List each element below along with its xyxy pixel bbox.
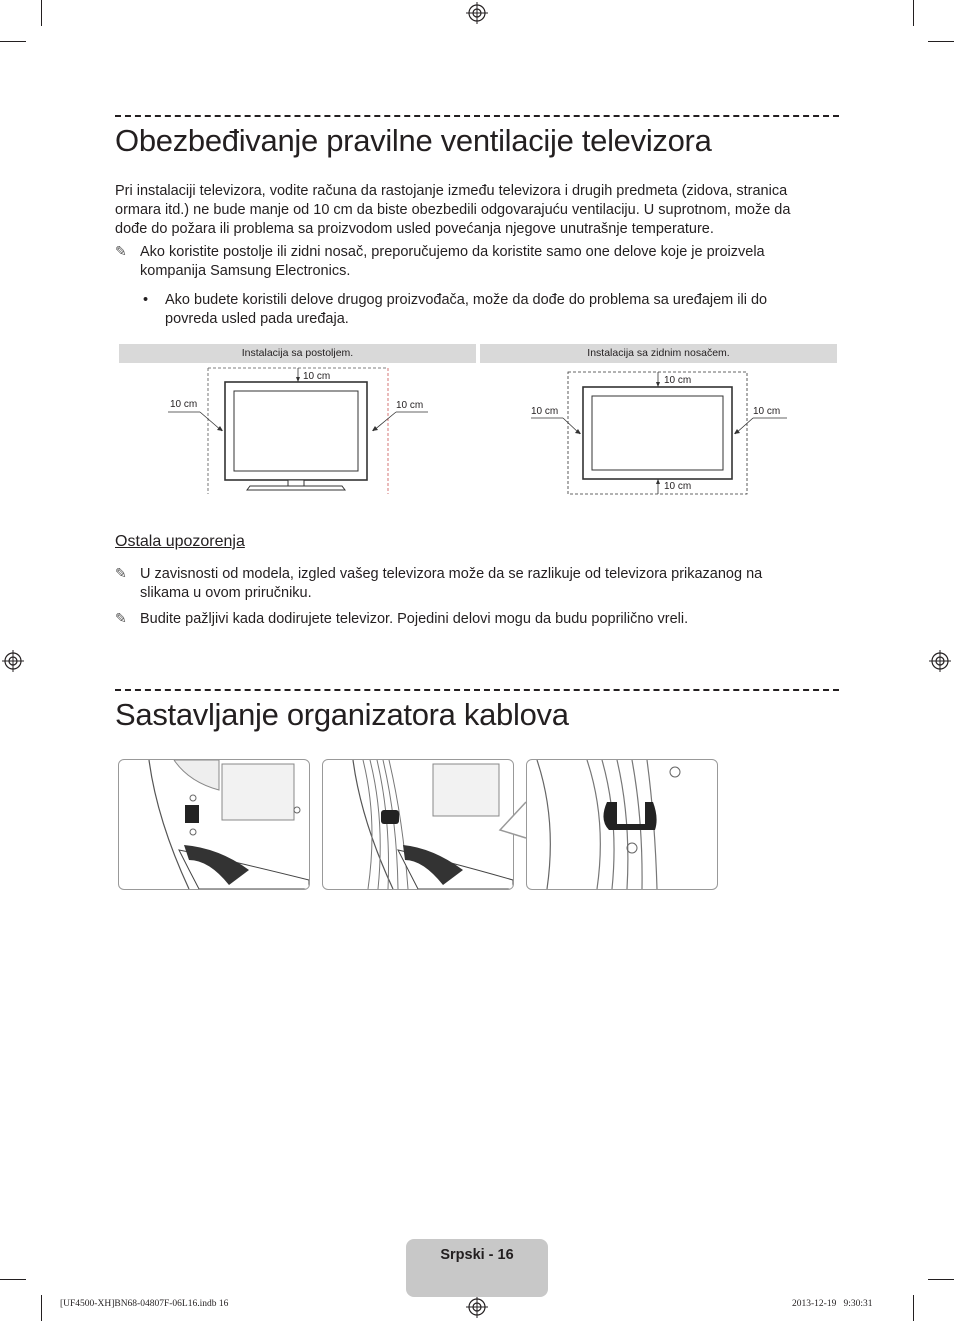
figure-label-stand: Instalacija sa postoljem. — [119, 344, 476, 363]
clearance-label-bottom: 10 cm — [664, 481, 692, 492]
print-slug-right: 2013-12-19 9:30:31 — [792, 1299, 873, 1309]
warnings-heading: Ostala upozorenja — [115, 533, 245, 550]
section-divider — [115, 689, 839, 691]
crop-mark — [41, 0, 42, 26]
clearance-label-right: 10 cm — [753, 406, 781, 417]
page-number-tab: Srpski - 16 — [406, 1239, 548, 1297]
wall-mount-diagram — [525, 366, 795, 496]
zoom-callout — [498, 800, 528, 840]
note-line: Ako koristite postolje ili zidni nosač, preporučujemo da koristite samo one delove koje je proizvela — [140, 244, 765, 260]
crop-mark — [41, 1295, 42, 1321]
registration-mark-icon — [2, 650, 24, 672]
registration-mark-icon — [929, 650, 951, 672]
print-slug-left: [UF4500-XH]BN68-04807F-06L16.indb 16 — [60, 1299, 229, 1309]
registration-mark-icon — [466, 1296, 488, 1318]
clearance-label-left: 10 cm — [170, 399, 198, 410]
intro-line: Pri instalaciji televizora, vodite računa da rastojanje između televizora i drugih predmeta (zidova, stranica — [115, 183, 788, 199]
section-title-ventilation: Obezbeđivanje pravilne ventilacije televizora — [115, 123, 712, 158]
stand-installation-diagram — [160, 364, 440, 496]
crop-mark — [0, 41, 26, 42]
clearance-label-left: 10 cm — [531, 406, 559, 417]
clearance-label-top: 10 cm — [303, 371, 331, 382]
cable-step-2-illustration — [322, 759, 514, 890]
note-icon: ✎ — [115, 243, 127, 259]
figure-label-wall: Instalacija sa zidnim nosačem. — [480, 344, 837, 363]
section-title-cable-organizer: Sastavljanje organizatora kablova — [115, 697, 569, 732]
cable-step-1-illustration — [118, 759, 310, 890]
cable-step-3-illustration — [526, 759, 718, 890]
warning-line: Budite pažljivi kada dodirujete televizor. Pojedini delovi mogu da budu poprilično vreli. — [140, 611, 689, 627]
crop-mark — [0, 1279, 26, 1280]
note-line: kompanija Samsung Electronics. — [140, 263, 351, 279]
warning-line: U zavisnosti od modela, izgled vašeg televizora može da se razlikuje od televizora prikazanog na — [140, 566, 763, 582]
crop-mark — [928, 41, 954, 42]
intro-line: ormara itd.) ne bude manje od 10 cm da biste obezbedili odgovarajuću ventilaciju. U suprotnom, može da — [115, 202, 791, 218]
note-icon: ✎ — [115, 610, 127, 626]
crop-mark — [913, 0, 914, 26]
crop-mark — [913, 1295, 914, 1321]
intro-line: dođe do požara ili problema sa proizvodom usled povećanja njegove unutrašnje temperature. — [115, 221, 714, 237]
note-icon: ✎ — [115, 565, 127, 581]
crop-mark — [928, 1279, 954, 1280]
clearance-label-top: 10 cm — [664, 375, 692, 386]
bullet-icon: • — [143, 292, 149, 308]
bullet-line: Ako budete koristili delove drugog proizvođača, može da dođe do problema sa uređajem ili do — [165, 292, 768, 308]
warning-line: slikama u ovom priručniku. — [140, 585, 312, 601]
bullet-line: povreda usled pada uređaja. — [165, 311, 349, 327]
registration-mark-icon — [466, 2, 488, 24]
clearance-label-right: 10 cm — [396, 400, 424, 411]
section-divider — [115, 115, 839, 117]
